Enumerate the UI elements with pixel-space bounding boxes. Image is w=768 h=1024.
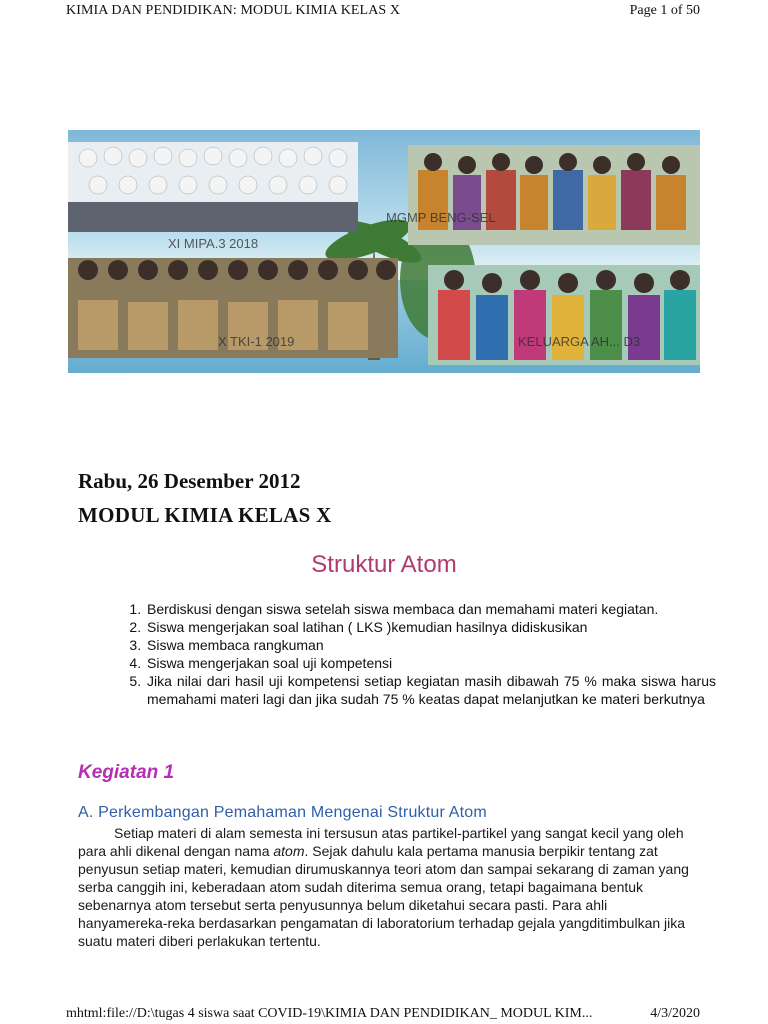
page-number: Page 1 of 50 (629, 3, 700, 18)
list-item: 3. Siswa membaca rangkuman (145, 636, 716, 654)
banner-caption: XI MIPA.3 2018 (168, 236, 259, 251)
header-title: KIMIA DAN PENDIDIKAN: MODUL KIMIA KELAS X (66, 3, 401, 18)
list-item: 4. Siswa mengerjakan soal uji kompetensi (145, 654, 716, 672)
list-item: 1. Berdiskusi dengan siswa setelah siswa membaca dan memahami materi kegiatan. (145, 600, 716, 618)
banner-caption: KELUARGA AH... D3 (518, 334, 641, 349)
body-paragraph (78, 824, 690, 950)
activity-heading: Kegiatan 1 (78, 762, 175, 783)
list-item: 2. Siswa mengerjakan soal latihan ( LKS )kemudian hasilnya didiskusikan (145, 618, 716, 636)
paragraph-text: . Sejak dahulu kala pertama manusia berpikir tentang zat penyusun setiap materi, kemudian dirumuskannya teori atom dan sampai sekarang di zaman yang serba canggih ini, keberadaan atom sudah diterima semua orang, tetapi bagaimana bentuk sebenarnya atom tersebut serta penyusunnya belum diketahui secara pasti. Para ahli hanyamereka-reka berdasarkan pengamatan di laboratorium terhadap gejala yangditimbulkan jika suatu materi diberi perlakukan tertentu. (78, 843, 689, 949)
footer-path: mhtml:file://D:\tugas 4 siswa saat COVID-19\KIMIA DAN PENDIDIKAN_ MODUL KIM... (66, 1006, 593, 1021)
paragraph-text: Setiap materi di alam semesta ini tersusun atas partikel-partikel yang sangat kecil yang oleh para ahli dikenal dengan nama (78, 825, 684, 859)
banner-caption: X TKI-1 2019 (218, 334, 295, 349)
post-title: MODUL KIMIA KELAS X (78, 503, 332, 527)
subsection-heading: A. Perkembangan Pemahaman Mengenai Struktur Atom (78, 804, 487, 821)
post-date: Rabu, 26 Desember 2012 (78, 469, 301, 493)
list-item: 5. Jika nilai dari hasil uji kompetensi setiap kegiatan masih dibawah 75 % maka siswa harus memahami materi lagi dan jika sudah 75 % keatas dapat melanjutkan ke materi berkutnya (145, 672, 716, 708)
paragraph-emphasis: atom (273, 843, 305, 859)
footer-date: 4/3/2020 (650, 1006, 700, 1021)
section-title: Struktur Atom (311, 551, 457, 578)
steps-list (120, 600, 716, 708)
banner-caption: MGMP BENG-SEL (386, 210, 496, 225)
banner-photo-collage (68, 130, 700, 373)
